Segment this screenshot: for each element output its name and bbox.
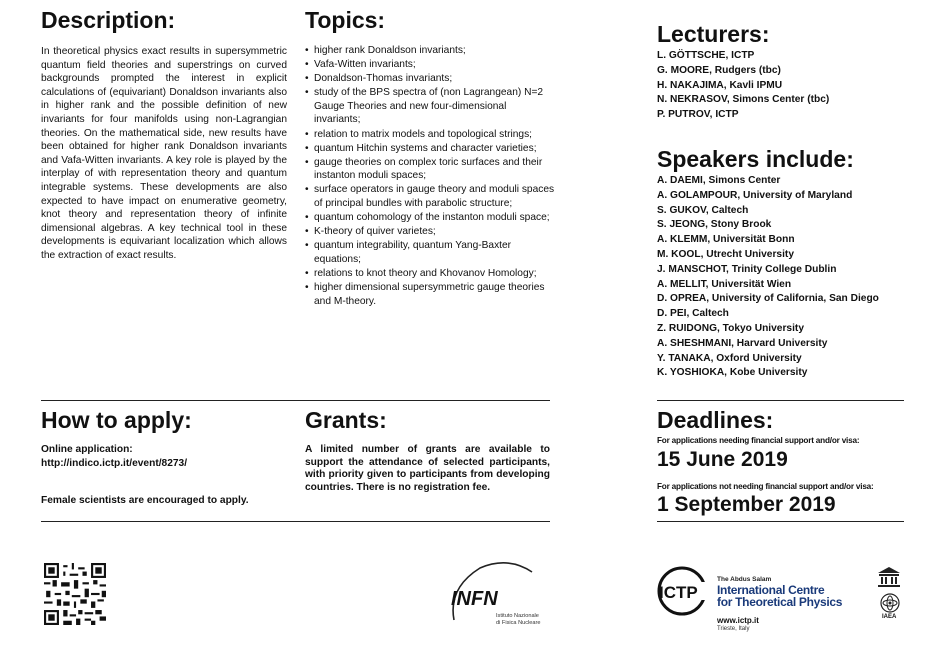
topic-item: • quantum Hitchin systems and character varieties; (305, 142, 555, 156)
lecturers-list (657, 49, 829, 123)
topic-item: • Donaldson-Thomas invariants; (305, 72, 555, 86)
deadline-note-2: For applications not needing financial support and/or visa: (657, 482, 874, 491)
qr-code[interactable] (44, 563, 106, 625)
divider-bottom-right (657, 521, 904, 522)
deadline-date-1: 15 June 2019 (657, 448, 788, 471)
speaker-item: D. PEI, Caltech (657, 308, 729, 320)
lecturer-item: G. MOORE, Rudgers (tbc) (657, 64, 781, 76)
topic-item: • relation to matrix models and topological strings; (305, 128, 555, 142)
grants-text: A limited number of grants are available to support the attendance of selected participants, with priority given to participants from developing countries. There is no registration fee. (305, 444, 550, 493)
lecturer-item: P. PUTROV, ICTP (657, 109, 739, 121)
speaker-item: Y. TANAKA, Oxford University (657, 352, 802, 364)
ictp-small-label: The Abdus Salam (717, 576, 772, 583)
description-heading: Description: (41, 7, 176, 33)
speaker-item: M. KOOL, Utrecht University (657, 248, 794, 260)
topic-item: • relations to knot theory and Khovanov Homology; (305, 267, 555, 281)
speaker-item: J. MANSCHOT, Trinity College Dublin (657, 263, 837, 275)
grants-heading: Grants: (305, 407, 387, 433)
ictp-url[interactable]: www.ictp.it (717, 616, 759, 625)
speaker-item: K. YOSHIOKA, Kobe University (657, 367, 808, 379)
topic-item: • quantum cohomology of the instanton moduli space; (305, 211, 555, 225)
topic-item: • K-theory of quiver varietes; (305, 225, 555, 239)
divider-top-left (41, 400, 550, 401)
speaker-item: D. OPREA, University of California, San Diego (657, 293, 879, 305)
speaker-item: A. MELLIT, Universität Wien (657, 278, 792, 290)
speaker-item: Z. RUIDONG, Tokyo University (657, 322, 804, 334)
ictp-name-line2: for Theoretical Physics (717, 595, 843, 609)
topic-item: • gauge theories on complex toric surfaces and their instanton moduli spaces; (305, 156, 555, 183)
unesco-temple-icon (876, 566, 902, 588)
divider-bottom-left (41, 521, 550, 522)
speaker-item: A. KLEMM, Universität Bonn (657, 234, 795, 246)
topic-item: • surface operators in gauge theory and moduli spaces of principal bundles with parabolic structure; (305, 183, 555, 210)
description-text: In theoretical physics exact results in supersymmetric quantum field theories and superstrings on curved backgrounds prompted the interest in explicit calculations of (equivariant) Donaldson invariants also in higher rank and the possible definition of new invariants for four manifolds using non-Lagrangian theories. On the mathematical side, new results have been obtained for higher rank Donaldson invariants and Vafa-Witten invariants. A key role is played by the interplay of with representation theory and quantum integrable systems. These developments are also expected to have impact on enumerative geometry, knot theory and representation theory of infinite dimensional algebras. A key technical tool in these developments is equivariant localization which allows the extraction of exact results. (41, 46, 287, 261)
deadlines-heading: Deadlines: (657, 407, 774, 433)
topic-item: • quantum integrability, quantum Yang-Baxter equations; (305, 239, 555, 266)
ictp-city: Trieste, Italy (717, 626, 750, 632)
apply-online-label: Online application: (41, 444, 133, 455)
lecturers-heading: Lecturers: (657, 21, 770, 47)
speakers-heading: Speakers include: (657, 146, 854, 172)
infn-subtitle-1: Istituto Nazionale (496, 613, 539, 619)
topics-list (305, 44, 555, 309)
apply-heading: How to apply: (41, 407, 192, 433)
speakers-list (657, 174, 879, 381)
divider-top-right (657, 400, 904, 401)
lecturer-item: L. GÖTTSCHE, ICTP (657, 50, 755, 61)
ictp-logo (656, 566, 716, 618)
topic-item: • study of the BPS spectra of (non Lagrangean) N=2 Gauge Theories and new four-dimensional invariants; (305, 86, 555, 127)
speaker-item: A. GOLAMPOUR, University of Maryland (657, 189, 853, 201)
lecturer-item: H. NAKAJIMA, Kavli IPMU (657, 79, 783, 91)
topic-item: • higher dimensional supersymmetric gauge theories and M-theory. (305, 281, 555, 308)
speaker-item: A. SHESHMANI, Harvard University (657, 337, 828, 349)
apply-url-link[interactable]: http://indico.ictp.it/event/8273/ (41, 458, 188, 469)
speaker-item: S. JEONG, Stony Brook (657, 219, 772, 231)
topic-item: • Vafa-Witten invariants; (305, 58, 555, 72)
topics-heading: Topics: (305, 7, 386, 33)
lecturer-item: N. NEKRASOV, Simons Center (tbc) (657, 94, 830, 106)
deadline-date-2: 1 September 2019 (657, 493, 836, 516)
ictp-mark: ICTP (659, 583, 698, 602)
speaker-item: A. DAEMI, Simons Center (657, 175, 781, 186)
infn-logo (440, 560, 560, 632)
iaea-label: IAEA (882, 614, 897, 620)
deadline-note-1: For applications needing financial support and/or visa: (657, 436, 860, 445)
topic-item: • higher rank Donaldson invariants; (305, 44, 555, 58)
speaker-item: S. GUKOV, Caltech (657, 204, 749, 216)
iaea-atom-icon (879, 592, 901, 614)
infn-mark: INFN (451, 588, 498, 610)
infn-subtitle-2: di Fisica Nucleare (496, 620, 541, 626)
ictp-name-line1: International Centre (717, 583, 825, 597)
apply-note: Female scientists are encouraged to apply. (41, 495, 249, 506)
